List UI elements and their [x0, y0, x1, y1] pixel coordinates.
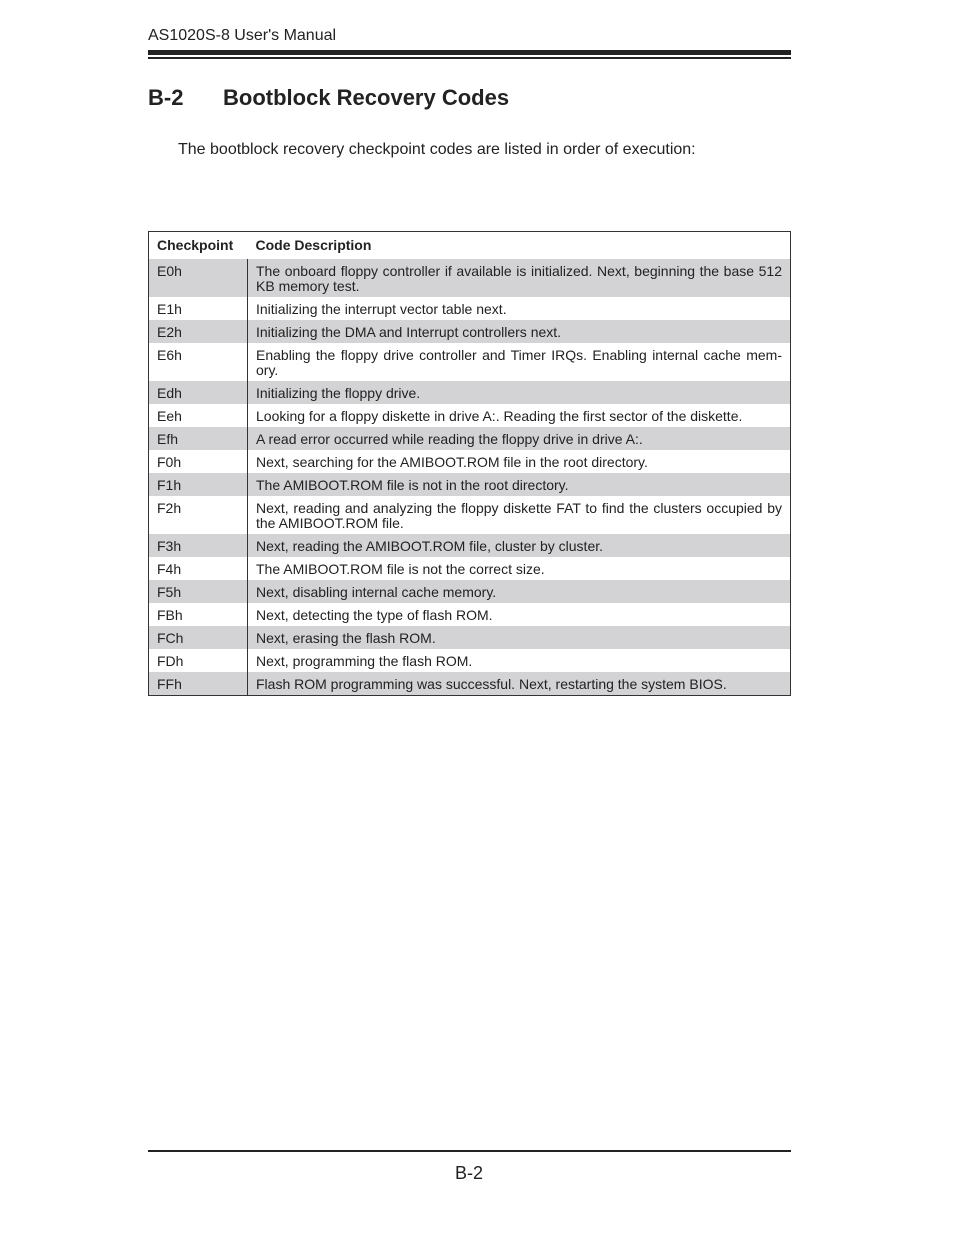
- description-cell: Next, reading the AMIBOOT.ROM file, cluster by cluster.: [248, 534, 791, 557]
- table-row: [149, 496, 791, 534]
- checkpoint-cell: Efh: [149, 427, 248, 450]
- column-header-description: Code Description: [248, 232, 791, 260]
- table-row: [149, 404, 791, 427]
- checkpoint-cell: Eeh: [149, 404, 248, 427]
- running-header: AS1020S-8 User's Manual: [148, 27, 337, 44]
- description-cell: Flash ROM programming was successful. Next, restarting the system BIOS.: [248, 672, 791, 696]
- table-row: [149, 343, 791, 381]
- table-row: [149, 534, 791, 557]
- header-rule-thick: [148, 50, 791, 55]
- table-header-row: [149, 232, 791, 260]
- description-cell: Next, reading and analyzing the floppy diskette FAT to find the clusters occupied by the AMIBOOT.ROM file.: [248, 496, 791, 534]
- checkpoint-cell: E2h: [149, 320, 248, 343]
- table-row: [149, 649, 791, 672]
- table-row: [149, 557, 791, 580]
- checkpoint-cell: F0h: [149, 450, 248, 473]
- description-cell: The onboard floppy controller if available is initialized. Next, beginning the base 512 KB memory test.: [248, 259, 791, 297]
- checkpoint-table: [148, 231, 791, 696]
- checkpoint-cell: FDh: [149, 649, 248, 672]
- description-cell: Next, erasing the flash ROM.: [248, 626, 791, 649]
- table-row: [149, 603, 791, 626]
- section-number: B-2: [148, 85, 184, 110]
- table-row: [149, 259, 791, 297]
- description-cell: Initializing the floppy drive.: [248, 381, 791, 404]
- checkpoint-cell: F5h: [149, 580, 248, 603]
- table-row: [149, 320, 791, 343]
- description-cell: Looking for a floppy diskette in drive A:. Reading the first sector of the diskette.: [248, 404, 791, 427]
- checkpoint-cell: E0h: [149, 259, 248, 297]
- description-cell: Initializing the DMA and Interrupt controllers next.: [248, 320, 791, 343]
- checkpoint-cell: FFh: [149, 672, 248, 696]
- table-row: [149, 297, 791, 320]
- checkpoint-cell: F4h: [149, 557, 248, 580]
- description-cell: A read error occurred while reading the floppy drive in drive A:.: [248, 427, 791, 450]
- table-row: [149, 672, 791, 696]
- table-row: [149, 580, 791, 603]
- footer-rule: [148, 1150, 791, 1152]
- table-row: [149, 381, 791, 404]
- table-row: [149, 450, 791, 473]
- checkpoint-cell: Edh: [149, 381, 248, 404]
- checkpoint-cell: E1h: [149, 297, 248, 320]
- checkpoint-cell: F1h: [149, 473, 248, 496]
- table-row: [149, 473, 791, 496]
- checkpoint-cell: FBh: [149, 603, 248, 626]
- checkpoint-cell: FCh: [149, 626, 248, 649]
- checkpoint-cell: F3h: [149, 534, 248, 557]
- intro-paragraph: The bootblock recovery checkpoint codes are listed in order of execution:: [178, 141, 696, 158]
- table-row: [149, 427, 791, 450]
- description-cell: The AMIBOOT.ROM file is not the correct size.: [248, 557, 791, 580]
- header-rule-thin: [148, 57, 791, 59]
- table-row: [149, 626, 791, 649]
- page-number: B-2: [455, 1163, 484, 1183]
- section-title-text: Bootblock Recovery Codes: [223, 85, 510, 110]
- description-cell: Initializing the interrupt vector table next.: [248, 297, 791, 320]
- description-cell: Next, detecting the type of flash ROM.: [248, 603, 791, 626]
- column-header-checkpoint: Checkpoint: [149, 232, 248, 260]
- description-cell: Enabling the floppy drive controller and Timer IRQs. Enabling internal cache mem-ory.: [248, 343, 791, 381]
- description-cell: Next, disabling internal cache memory.: [248, 580, 791, 603]
- description-cell: Next, programming the flash ROM.: [248, 649, 791, 672]
- description-cell: The AMIBOOT.ROM file is not in the root directory.: [248, 473, 791, 496]
- section-title: [148, 85, 509, 111]
- checkpoint-cell: F2h: [149, 496, 248, 534]
- description-cell: Next, searching for the AMIBOOT.ROM file in the root directory.: [248, 450, 791, 473]
- checkpoint-cell: E6h: [149, 343, 248, 381]
